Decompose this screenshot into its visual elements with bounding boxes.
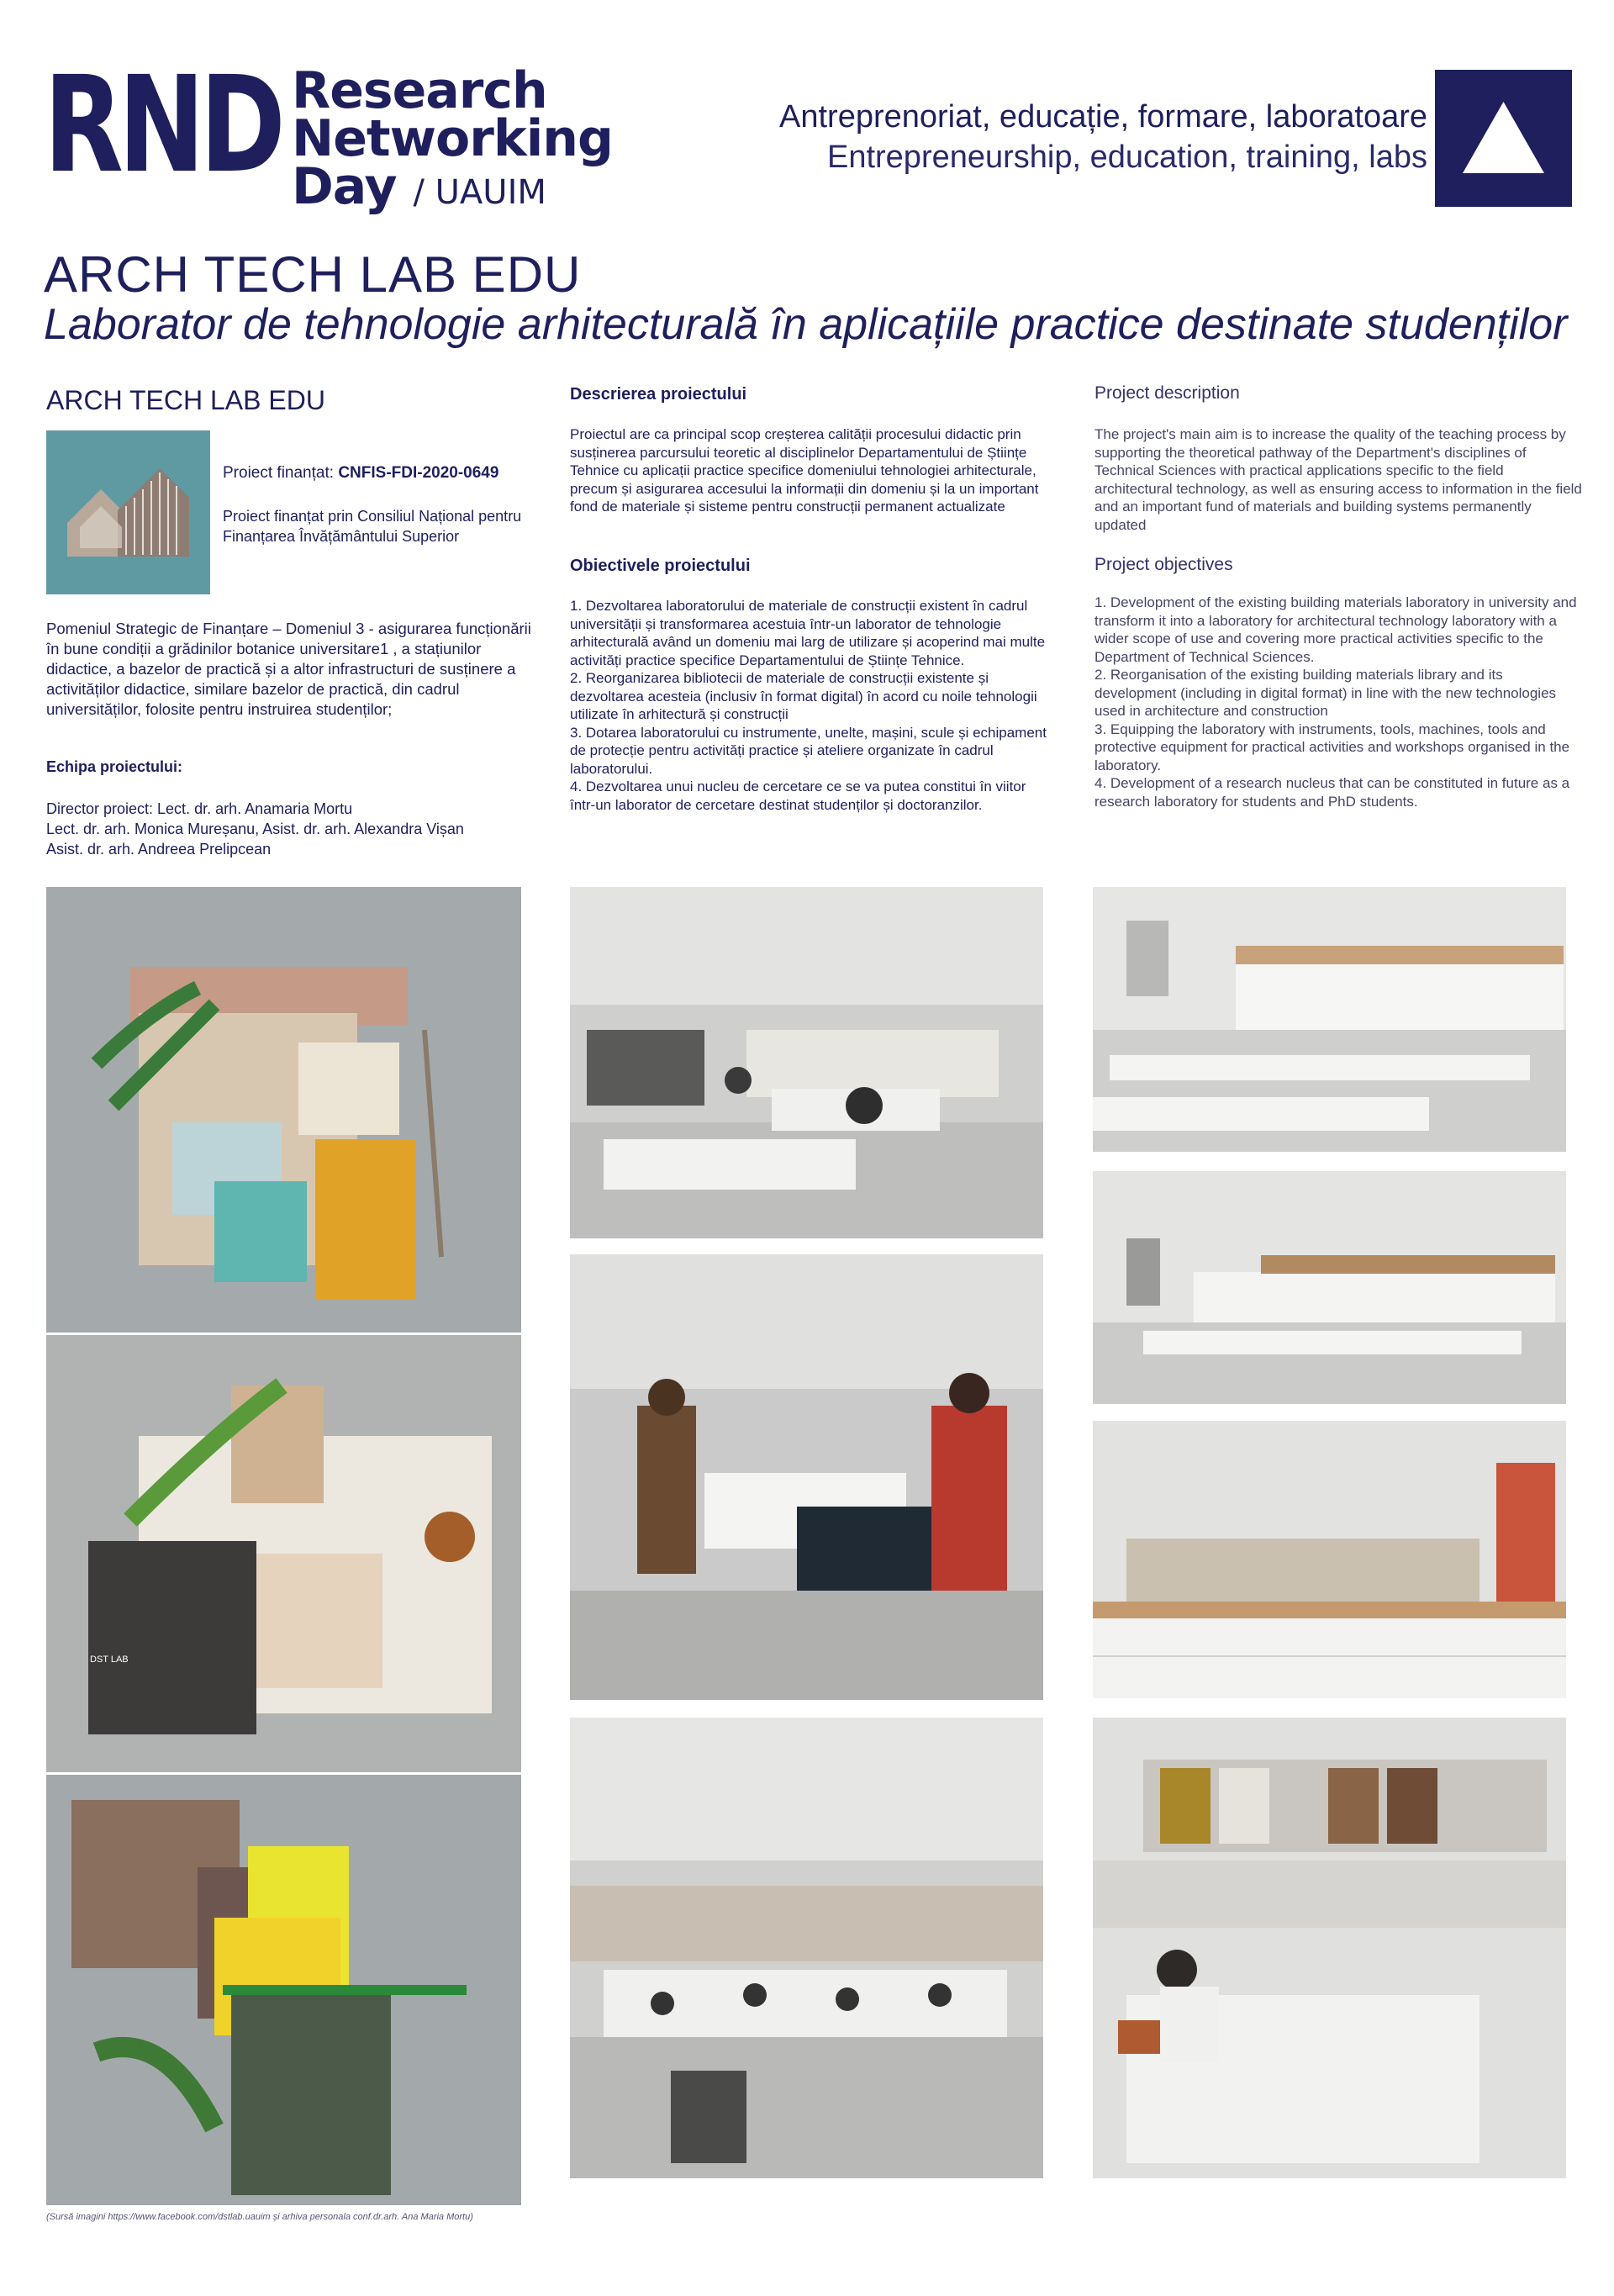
logo-line-day: Day (292, 157, 397, 216)
lab-photo-1 (1093, 887, 1566, 1152)
objective-item: 2. Reorganizarea bibliotecii de materiale de construcții existente și dezvoltarea acesteia (inclusiv în format digital) în acord cu noile tehnologii utilizate în arhitectură și construcții (570, 670, 1037, 722)
emblem (1435, 70, 1572, 207)
logo-suffix: / UAUIM (413, 173, 546, 212)
image-source-note: (Sursă imagini https://www.facebook.com/dstlab.uauim și arhiva personala conf.dr.arh. Ana Maria Mortu) (46, 2212, 473, 2222)
funding-label: Proiect finanțat: (223, 464, 335, 482)
objectives-list-en (1094, 594, 1584, 810)
materials-photo-3 (46, 1775, 521, 2205)
brand-mark: DST LAB (90, 1655, 129, 1665)
classroom-photo-3 (570, 1718, 1043, 2178)
team-list (46, 799, 551, 859)
funding-code: CNFIS-FDI-2020-0649 (338, 464, 499, 482)
classroom-photo-1 (570, 887, 1043, 1238)
desc-heading-en: Project description (1094, 383, 1240, 403)
objective-item: 2. Reorganisation of the existing building materials library and its development (including in digital format) in line with the new technologies used in architecture and construction (1094, 667, 1557, 719)
desc-text-en: The project's main aim is to increase the quality of the teaching process by supporting the theoretical pathway of the Department's disciplines of Technical Sciences with practical applications specific to the field architectural technology, as well as ensuring access to information in the field and an important fund of materials and building systems permanently updated (1094, 426, 1582, 533)
objective-item: 1. Dezvoltarea laboratorului de materiale de construcții existent în cadrul universității și transformarea acestuia într-un laborator de tehnologie arhitecturală având un domeniu mai larg de utilizare și acoperind mai multe activități practice specifice Departamentului de Științe Tehnice. (570, 598, 1046, 668)
funding-domain: Pomeniul Strategic de Finanțare – Domeniul 3 - asigurarea funcționării în bune condiții a grădinilor botanice universitare1 , a stațiunilor didactice, a bazelor de practică și a altor infrastructuri de susținere a activităților didactice, similare bazelor de practică, din cadrul universităților, folosite pentru instruirea studenților; (46, 620, 531, 718)
lab-photo-2 (1093, 1171, 1566, 1404)
classroom-photo-2 (570, 1254, 1043, 1700)
tagline-en: Entrepreneurship, education, training, labs (826, 140, 1427, 175)
desc-heading-ro: Descrierea proiectului (570, 385, 747, 404)
house-shapes-icon (46, 430, 210, 594)
page-subtitle: Laborator de tehnologie arhitecturală în aplicațiile practice destinate studenților (44, 300, 1568, 349)
funding-body: Proiect finanțat prin Consiliul Național pentru Finanțarea Învățământului Superior (223, 508, 522, 545)
team-member: Director proiect: Lect. dr. arh. Anamaria Mortu (46, 800, 353, 817)
objective-item: 1. Development of the existing building materials laboratory in university and transform it into a laboratory for architectural technology laboratory with a wider scope of use and covering more practical activities specific to the Department of Technical Sciences. (1094, 594, 1577, 665)
funding-line (223, 464, 498, 483)
objectives-heading-en: Project objectives (1094, 555, 1233, 574)
logo-line-networking: Networking (292, 109, 613, 168)
desc-text-ro: Proiectul are ca principal scop creșterea calității procesului didactic prin susținerea parcursului teoretic al disciplinelor Departamentului de Științe Tehnice cu aplicații practice specifice domeniului tehnologiei arhitecturale, precum și asigurarea accesului la informații din domeniu și la un important fond de materiale și sisteme pentru construcții permanent actualizate (570, 426, 1039, 515)
materials-photo-1 (46, 887, 521, 1333)
triangle-icon (1435, 70, 1572, 207)
project-name: ARCH TECH LAB EDU (46, 385, 325, 415)
logo-line-research: Research (292, 61, 547, 120)
page-title: ARCH TECH LAB EDU (44, 246, 582, 303)
lab-photo-4 (1093, 1718, 1566, 2178)
objective-item: 4. Development of a research nucleus that can be constituted in future as a research laboratory for students and PhD students. (1094, 775, 1570, 810)
tagline-ro: Antreprenoriat, educație, formare, laboratoare (779, 99, 1427, 135)
materials-photo-2 (46, 1335, 521, 1772)
project-thumbnail (46, 430, 210, 594)
team-member: Lect. dr. arh. Monica Mureșanu, Asist. dr. arh. Alexandra Vișan (46, 821, 464, 837)
objectives-heading-ro: Obiectivele proiectului (570, 557, 751, 575)
rnd-logo: RND (44, 48, 281, 203)
objective-item: 3. Dotarea laboratorului cu instrumente, unelte, mașini, scule și echipament de protecție pentru activități practice și ateliere organizate în cadrul laboratorului. (570, 724, 1047, 777)
team-member: Asist. dr. arh. Andreea Prelipcean (46, 841, 272, 858)
lab-photo-3 (1093, 1421, 1566, 1698)
objective-item: 4. Dezvoltarea unui nucleu de cercetare ce se va putea constitui în viitor într-un laborator de cercetare destinat studenților și doctoranzilor. (570, 779, 1026, 813)
objectives-list-ro (570, 597, 1049, 814)
objective-item: 3. Equipping the laboratory with instruments, tools, machines, tools and protective equipment for practical activities and workshops organised in the laboratory. (1094, 720, 1570, 773)
rnd-logo-text (292, 61, 613, 217)
team-heading: Echipa proiectului: (46, 758, 183, 775)
